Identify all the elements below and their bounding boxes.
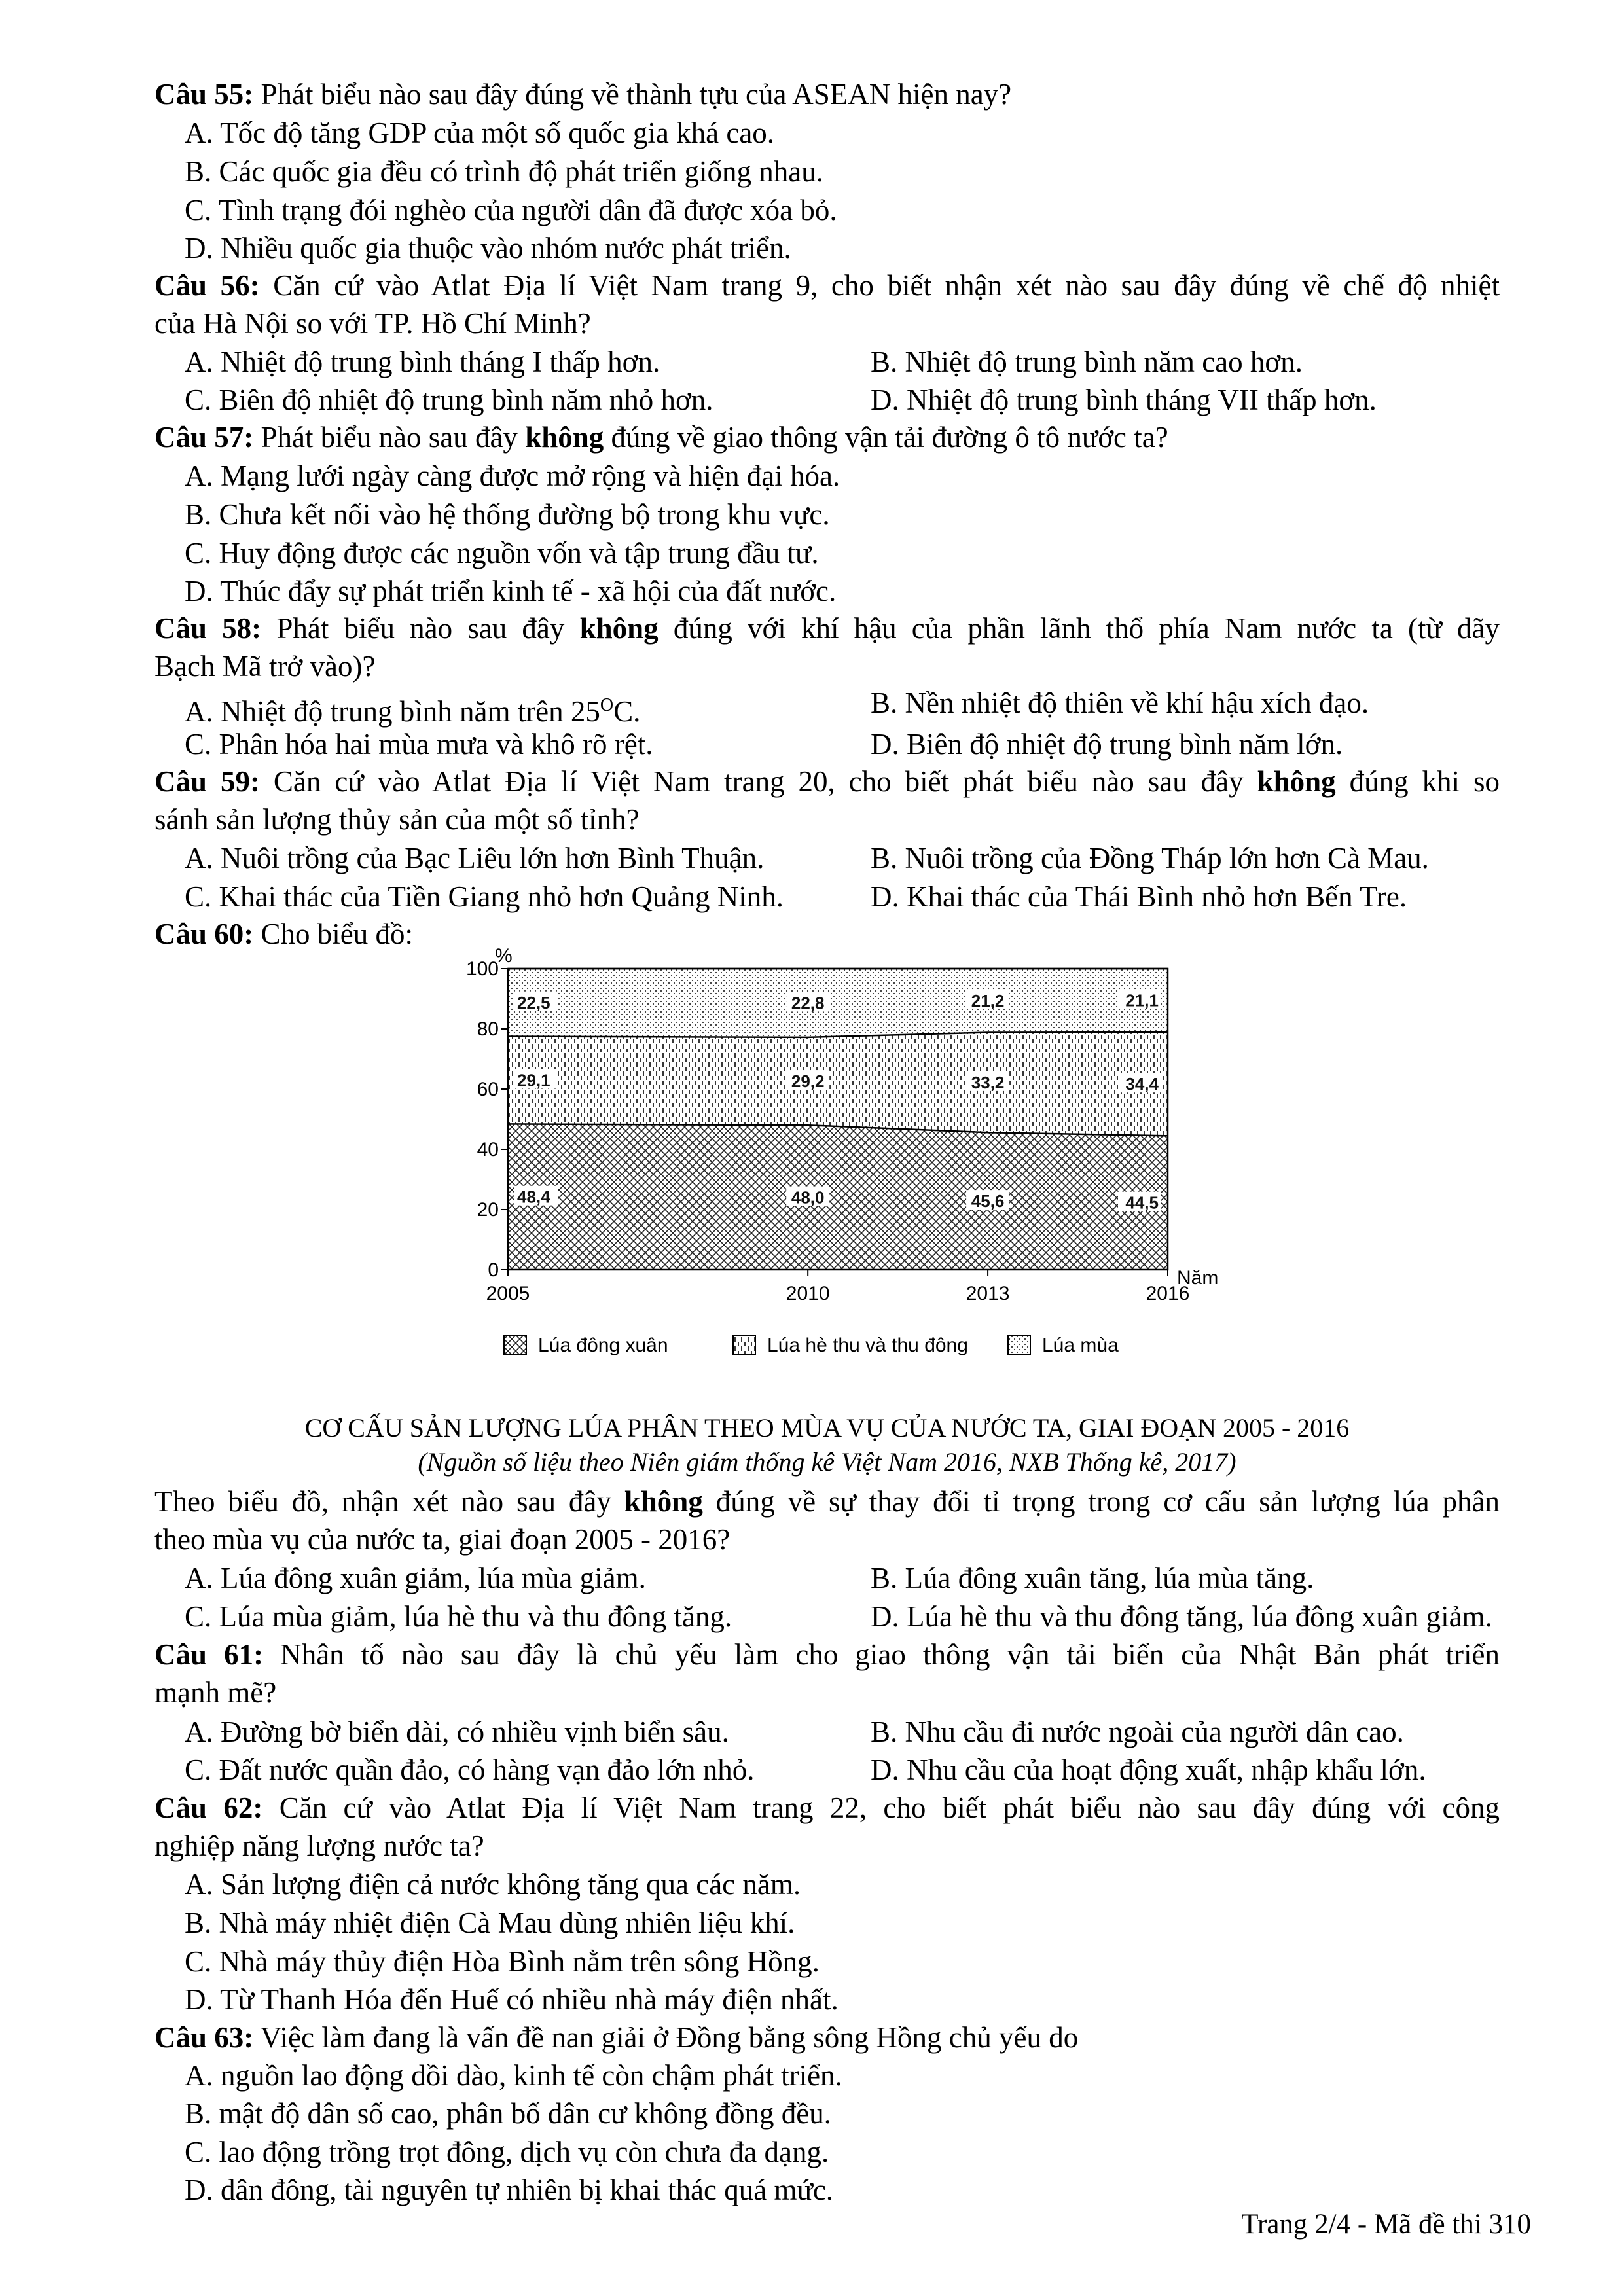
data-label: 45,6	[971, 1191, 1005, 1211]
y-tick-label: 100	[465, 958, 499, 980]
q55-option-d: D. Nhiều quốc gia thuộc vào nhóm nước phát triển.	[185, 232, 791, 264]
x-tick-label: 2013	[965, 1283, 1010, 1304]
q62-option-b: B. Nhà máy nhiệt điện Cà Mau dùng nhiên liệu khí.	[185, 1907, 795, 1939]
q60-option-b: B. Lúa đông xuân tăng, lúa mùa tăng.	[871, 1562, 1314, 1594]
data-label: 29,2	[791, 1071, 825, 1092]
q56-option-b: B. Nhiệt độ trung bình năm cao hơn.	[871, 346, 1303, 378]
question-55-stem	[154, 76, 1011, 113]
data-label: 33,2	[971, 1072, 1005, 1092]
x-axis-label: Năm	[1177, 1267, 1219, 1289]
chart-svg	[445, 942, 1231, 1394]
legend-label: Lúa mùa	[1042, 1335, 1119, 1356]
chart-caption: CƠ CẤU SẢN LƯỢNG LÚA PHÂN THEO MÙA VỤ CỦA NƯỚC TA, GIAI ĐOẠN 2005 - 2016	[304, 1413, 1350, 1443]
q63-option-b: B. mật độ dân số cao, phân bố dân cư không đồng đều.	[185, 2097, 831, 2130]
q56-option-a: A. Nhiệt độ trung bình tháng I thấp hơn.	[185, 346, 660, 378]
question-59-stem: Câu 59: Căn cứ vào Atlat Địa lí Việt Nam trang 20, cho biết phát biểu nào sau đây không đúng khi so	[154, 765, 1500, 798]
question-61-stem-cont: mạnh mẽ?	[154, 1676, 277, 1709]
question-59-stem-cont: sánh sản lượng thủy sản của một số tỉnh?	[154, 803, 640, 836]
question-57-stem: Câu 57: Phát biểu nào sau đây không đúng về giao thông vận tải đường ô tô nước ta?	[154, 421, 1168, 454]
q60-option-d: D. Lúa hè thu và thu đông tăng, lúa đông xuân giảm.	[871, 1600, 1492, 1633]
legend-label: Lúa hè thu và thu đông	[767, 1335, 968, 1356]
q60-option-a: A. Lúa đông xuân giảm, lúa mùa giảm.	[185, 1562, 646, 1594]
legend-swatch	[504, 1335, 526, 1355]
data-label: 48,4	[517, 1187, 550, 1207]
q62-option-a: A. Sản lượng điện cả nước không tăng qua các năm.	[185, 1868, 801, 1901]
q56-option-c: C. Biên độ nhiệt độ trung bình năm nhỏ hơn.	[185, 384, 713, 416]
x-tick-label: 2010	[785, 1283, 830, 1304]
q59-option-b: B. Nuôi trồng của Đồng Tháp lớn hơn Cà Mau.	[871, 842, 1429, 874]
y-axis-label: %	[495, 945, 513, 967]
q57-option-d: D. Thúc đẩy sự phát triển kinh tế - xã hội của đất nước.	[185, 575, 837, 607]
x-tick-label: 2016	[1146, 1283, 1190, 1304]
q55-option-b: B. Các quốc gia đều có trình độ phát triển giống nhau.	[185, 155, 824, 188]
q61-option-c: C. Đất nước quần đảo, có hàng vạn đảo lớn nhỏ.	[185, 1753, 755, 1786]
x-tick-label: 2005	[486, 1283, 530, 1304]
rice-production-structure-chart	[445, 942, 1231, 1394]
page-footer: Trang 2/4 - Mã đề thi 310	[1241, 2209, 1531, 2240]
y-tick-label: 80	[477, 1018, 499, 1040]
q63-option-d: D. dân đông, tài nguyên tự nhiên bị khai thác quá mức.	[185, 2174, 834, 2206]
y-tick-label: 0	[488, 1259, 499, 1281]
question-62-stem-cont: nghiệp năng lượng nước ta?	[154, 1829, 484, 1862]
q59-option-a: A. Nuôi trồng của Bạc Liêu lớn hơn Bình Thuận.	[185, 842, 765, 874]
question-label: Câu 55:	[154, 78, 254, 111]
q61-option-d: D. Nhu cầu của hoạt động xuất, nhập khẩu lớn.	[871, 1753, 1426, 1786]
question-63-stem: Câu 63: Việc làm đang là vấn đề nan giải ở Đồng bằng sông Hồng chủ yếu do	[154, 2021, 1079, 2054]
q56-option-d: D. Nhiệt độ trung bình tháng VII thấp hơn.	[871, 384, 1377, 416]
q57-option-c: C. Huy động được các nguồn vốn và tập trung đầu tư.	[185, 537, 819, 569]
data-label: 22,8	[791, 993, 825, 1013]
legend-label: Lúa đông xuân	[538, 1335, 668, 1356]
data-label: 22,5	[517, 992, 550, 1013]
q61-option-a: A. Đường bờ biển dài, có nhiều vịnh biển sâu.	[185, 1715, 729, 1748]
data-label: 29,1	[517, 1070, 550, 1090]
q59-option-d: D. Khai thác của Thái Bình nhỏ hơn Bến Tre.	[871, 880, 1407, 913]
legend-swatch	[733, 1335, 755, 1355]
q57-option-a: A. Mạng lưới ngày càng được mở rộng và hiện đại hóa.	[185, 459, 840, 492]
q58-option-d: D. Biên độ nhiệt độ trung bình năm lớn.	[871, 728, 1343, 761]
question-58-stem-cont: Bạch Mã trở vào)?	[154, 650, 376, 683]
q58-option-b: B. Nền nhiệt độ thiên về khí hậu xích đạo.	[871, 687, 1369, 719]
q55-option-c: C. Tình trạng đói nghèo của người dân đã được xóa bỏ.	[185, 194, 837, 226]
data-label: 34,4	[1125, 1074, 1159, 1094]
q61-option-b: B. Nhu cầu đi nước ngoài của người dân cao.	[871, 1715, 1404, 1748]
q58-option-c: C. Phân hóa hai mùa mưa và khô rõ rệt.	[185, 728, 653, 761]
question-61-stem: Câu 61: Nhân tố nào sau đây là chủ yếu làm cho giao thông vận tải biển của Nhật Bản phát triển	[154, 1638, 1500, 1671]
question-60-ask: Theo biểu đồ, nhận xét nào sau đây không đúng về sự thay đổi tỉ trọng trong cơ cấu sản lượng lúa phân	[154, 1485, 1500, 1518]
q59-option-c: C. Khai thác của Tiền Giang nhỏ hơn Quảng Ninh.	[185, 880, 784, 913]
q55-option-a: A. Tốc độ tăng GDP của một số quốc gia khá cao.	[185, 117, 775, 149]
question-62-stem: Câu 62: Căn cứ vào Atlat Địa lí Việt Nam trang 22, cho biết phát biểu nào sau đây đúng với công	[154, 1791, 1500, 1824]
q57-option-b: B. Chưa kết nối vào hệ thống đường bộ trong khu vực.	[185, 498, 830, 531]
y-tick-label: 60	[477, 1079, 499, 1100]
chart-source: (Nguồn số liệu theo Niên giám thống kê Việt Nam 2016, NXB Thống kê, 2017)	[418, 1447, 1236, 1477]
data-label: 21,1	[1125, 990, 1159, 1011]
q62-option-c: C. Nhà máy thủy điện Hòa Bình nằm trên sông Hồng.	[185, 1945, 820, 1978]
question-text: Phát biểu nào sau đây đúng về thành tựu của ASEAN hiện nay?	[261, 78, 1012, 111]
question-60-ask-cont: theo mùa vụ của nước ta, giai đoạn 2005 - 2016?	[154, 1523, 731, 1556]
question-56-stem-cont: của Hà Nội so với TP. Hồ Chí Minh?	[154, 307, 591, 340]
data-label: 21,2	[971, 990, 1005, 1011]
area-lúa-đông-xuân	[508, 1124, 1168, 1270]
legend-swatch	[1008, 1335, 1030, 1355]
data-label: 48,0	[791, 1187, 825, 1208]
area-lúa-hè-thu-và-thu-đông	[508, 1032, 1168, 1136]
q58-option-a: A. Nhiệt độ trung bình năm trên $25^OC$.	[185, 695, 641, 728]
q60-option-c: C. Lúa mùa giảm, lúa hè thu và thu đông tăng.	[185, 1600, 732, 1633]
q63-option-c: C. lao động trồng trọt đông, dịch vụ còn chưa đa dạng.	[185, 2136, 829, 2168]
y-tick-label: 40	[477, 1139, 499, 1160]
question-56-stem: Câu 56: Căn cứ vào Atlat Địa lí Việt Nam trang 9, cho biết nhận xét nào sau đây đúng về chế độ nhiệt	[154, 269, 1500, 302]
area-lúa-mùa	[508, 969, 1168, 1037]
question-58-stem: Câu 58: Phát biểu nào sau đây không đúng với khí hậu của phần lãnh thổ phía Nam nước ta (từ dãy	[154, 612, 1500, 645]
question-60-stem: Câu 60: Cho biểu đồ:	[154, 918, 414, 950]
y-tick-label: 20	[477, 1199, 499, 1221]
q63-option-a: A. nguồn lao động dồi dào, kinh tế còn chậm phát triển.	[185, 2059, 842, 2092]
q62-option-d: D. Từ Thanh Hóa đến Huế có nhiều nhà máy điện nhất.	[185, 1983, 839, 2016]
data-label: 44,5	[1125, 1193, 1159, 1213]
